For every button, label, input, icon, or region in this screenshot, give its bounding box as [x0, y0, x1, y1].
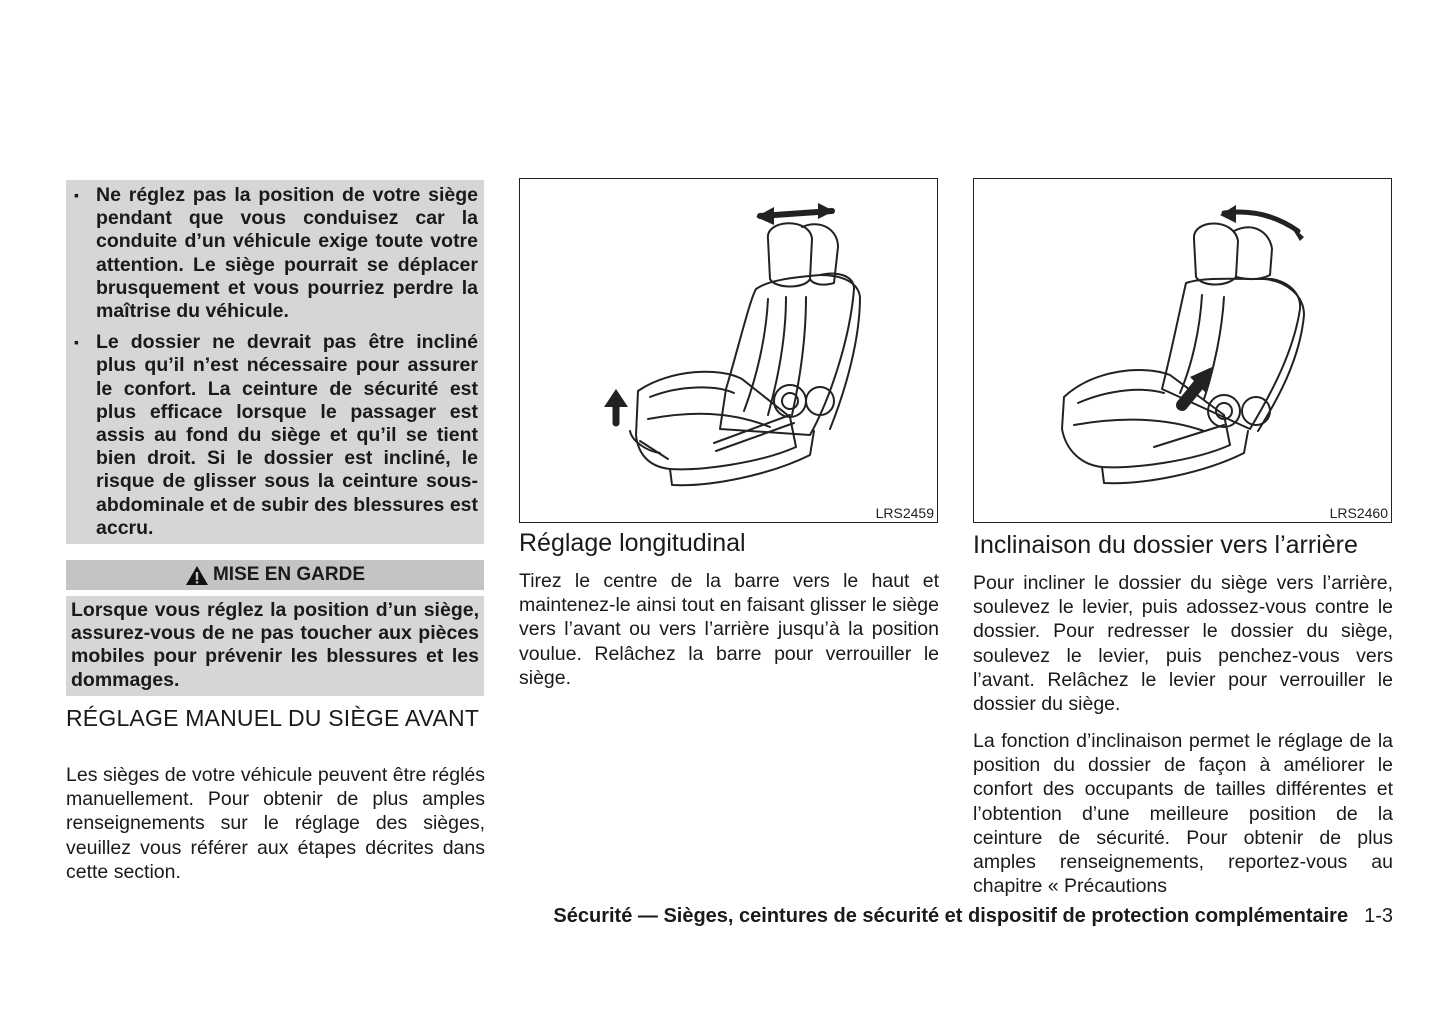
page-footer — [553, 905, 1393, 928]
figure-code: LRS2460 — [1329, 505, 1388, 521]
page-number: 1-3 — [1364, 905, 1393, 927]
warning-box — [66, 180, 484, 544]
figure-code: LRS2459 — [875, 505, 934, 521]
warning-bullet-2 — [72, 331, 478, 540]
caution-header — [66, 560, 484, 590]
figure2-text-1: Pour incliner le dossier du siège vers l’arrière, soulevez le levier, puis adossez-vous contre le dossier. Pour redresser le dossier du siège, soulevez le levier, puis penchez-vous vers l’avant. Relâchez le levier pour verrouiller le dossier du siège. — [973, 572, 1393, 716]
manual-section-text: Les sièges de votre véhicule peuvent être réglés manuellement. Pour obtenir de plus amples renseignements sur le réglage des sièges, veuillez vous référer aux étapes décrites dans cette section. — [66, 764, 485, 883]
caution-title: MISE EN GARDE — [212, 564, 366, 585]
caution-body: Lorsque vous réglez la position d’un siège, assurez-vous de ne pas toucher aux pièces mobiles pour prévenir les blessures et les dommages. — [66, 596, 484, 696]
seat-recline-illustration — [974, 179, 1390, 521]
warning-triangle-icon — [185, 565, 209, 586]
bullet-mark: ▪ — [74, 187, 79, 203]
figure1-title: Réglage longitudinal — [519, 529, 746, 557]
warning-bullet-1 — [72, 184, 478, 323]
figure1-text: Tirez le centre de la barre vers le haut et maintenez-le ainsi tout en faisant glisser le siège vers l’avant ou vers l’arrière jusqu’à la position voulue. Relâchez la barre pour verrouiller le siège. — [519, 570, 939, 689]
footer-section-title: Sécurité — Sièges, ceintures de sécurité et dispositif de protection complémentaire — [553, 905, 1349, 927]
warning-text-2: Le dossier ne devrait pas être incliné plus qu’il n’est nécessaire pour assurer le confort. La ceinture de sécurité est plus efficace lorsque le passager est assis au fond du siège et qu’il se tient bien droit. Si le dossier est incliné, le risque de glisser sous la ceinture sous-abdominale et de subir des blessures est accru. — [96, 331, 478, 539]
manual-section-title: RÉGLAGE MANUEL DU SIÈGE AVANT — [66, 705, 480, 731]
figure2-title: Inclinaison du dossier vers l’arrière — [973, 531, 1358, 559]
figure2-text-2: La fonction d’inclinaison permet le réglage de la position du dossier de façon à améliorer le confort des occupants de tailles différentes et l’obtention d’une meilleure position de la ceinture de sécurité. Pour obtenir de plus amples renseignements, reportez-vous au chapitre « Précautions — [973, 730, 1393, 898]
bullet-mark: ▪ — [74, 334, 79, 351]
figure-longitudinal — [519, 178, 938, 523]
warning-text-1: Ne réglez pas la position de votre siège pendant que vous conduisez car la conduite d’un véhicule exige toute votre attention. Le siège pourrait se déplacer brusquement et vous pourriez perdre la maîtrise du véhicule. — [96, 184, 478, 323]
seat-slide-illustration — [520, 179, 936, 521]
figure-recline — [973, 178, 1392, 523]
